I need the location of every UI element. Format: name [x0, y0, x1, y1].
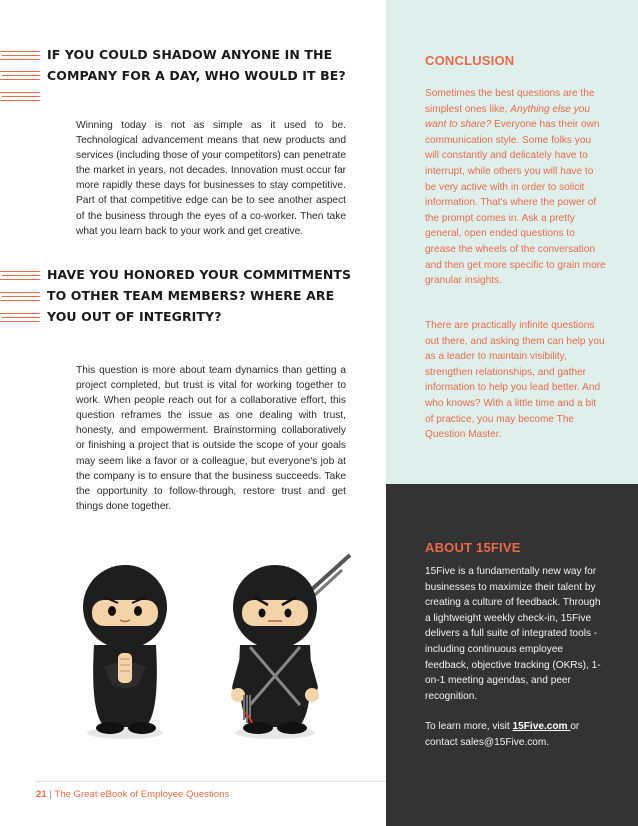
- book-title: The Great eBook of Employee Questions: [54, 789, 230, 800]
- conclusion-title: CONCLUSION: [425, 53, 515, 68]
- question-paragraph-shadow: Winning today is not as simple as it used to be. Technological advancement means that new products and services (including those of your competitors) can penetrate the market in years, not decades. Innovation must occur far more rapidly these days for businesses to stay competitive. Part of that competitive edge can be to see another aspect of the business through the eyes of a co-worker. Then take what you learn back to your work and get creative.: [76, 120, 346, 237]
- right-ninja-figure: [231, 555, 350, 739]
- heading-decoration-lines: [0, 292, 40, 304]
- heading-decoration-lines: [0, 71, 40, 83]
- heading-decoration-lines: [0, 51, 40, 63]
- conclusion-paragraph-1: Sometimes the best questions are the simplest ones like, Anything else you want to share? Everyone has their own communication style. Some folks you will constantly and delicately have to interrupt, while others you will have to be very active with in order to solicit information. That's where the power of the prompt comes in. Ask a pretty general, open ended questions to grease the wheels of the conversation and then get more specific to grain more granular insights.: [425, 88, 606, 287]
- page-number: 21: [36, 789, 47, 800]
- conclusion-paragraph-2: There are practically infinite questions out there, and asking them can help you as a leader to maintain visibility, strengthen relationships, and gather information to help you lead better. And who knows? With a little time and a bit of practice, you may become The Question Master.: [425, 320, 605, 441]
- ninja-illustration: [60, 545, 360, 745]
- question-paragraph-commitments: This question is more about team dynamics than getting a project completed, but trust is vital for working together to work. When people reach out for a collaborative effort, this question reframes the issue as one dealing with trust, honesty, and empowerment. Brainstorming collaboratively or finishing a project that is outside the scope of your goals may seem like a favor or a colleague, but everyone's job at the company is to ensure that the business succeeds. Take the opportunity to follow-through, restore trust and get things done together.: [76, 365, 346, 512]
- page-footer: 21 | The Great eBook of Employee Questions: [36, 789, 230, 800]
- 15five-link[interactable]: 15Five.com: [512, 721, 571, 732]
- question-heading-shadow: IF YOU COULD SHADOW ANYONE IN THE COMPANY FOR A DAY, WHO WOULD IT BE?: [47, 47, 346, 83]
- heading-decoration-lines: [0, 271, 40, 283]
- heading-decoration-lines: [0, 313, 40, 325]
- about-paragraph-2: To learn more, visit 15Five.com or contact sales@15Five.com.: [425, 721, 580, 748]
- left-ninja-figure: [83, 565, 167, 739]
- footer-divider: [36, 781, 386, 782]
- conclusion-italic-quote: Anything else you want to share?: [425, 103, 590, 131]
- question-heading-commitments: HAVE YOU HONORED YOUR COMMITMENTS TO OTHER TEAM MEMBERS? WHERE ARE YOU OUT OF INTEGRITY?: [47, 267, 352, 324]
- heading-decoration-lines: [0, 92, 40, 104]
- about-title: ABOUT 15FIVE: [425, 540, 521, 555]
- about-paragraph-1: 15Five is a fundamentally new way for businesses to maximize their talent by creating a culture of feedback. Through a lightweight weekly check-in, 15Five delivers a full suite of integrated tools - including continuous employee feedback, objective tracking (OKRs), 1-on-1 meeting agendas, and peer recognition.: [425, 566, 601, 702]
